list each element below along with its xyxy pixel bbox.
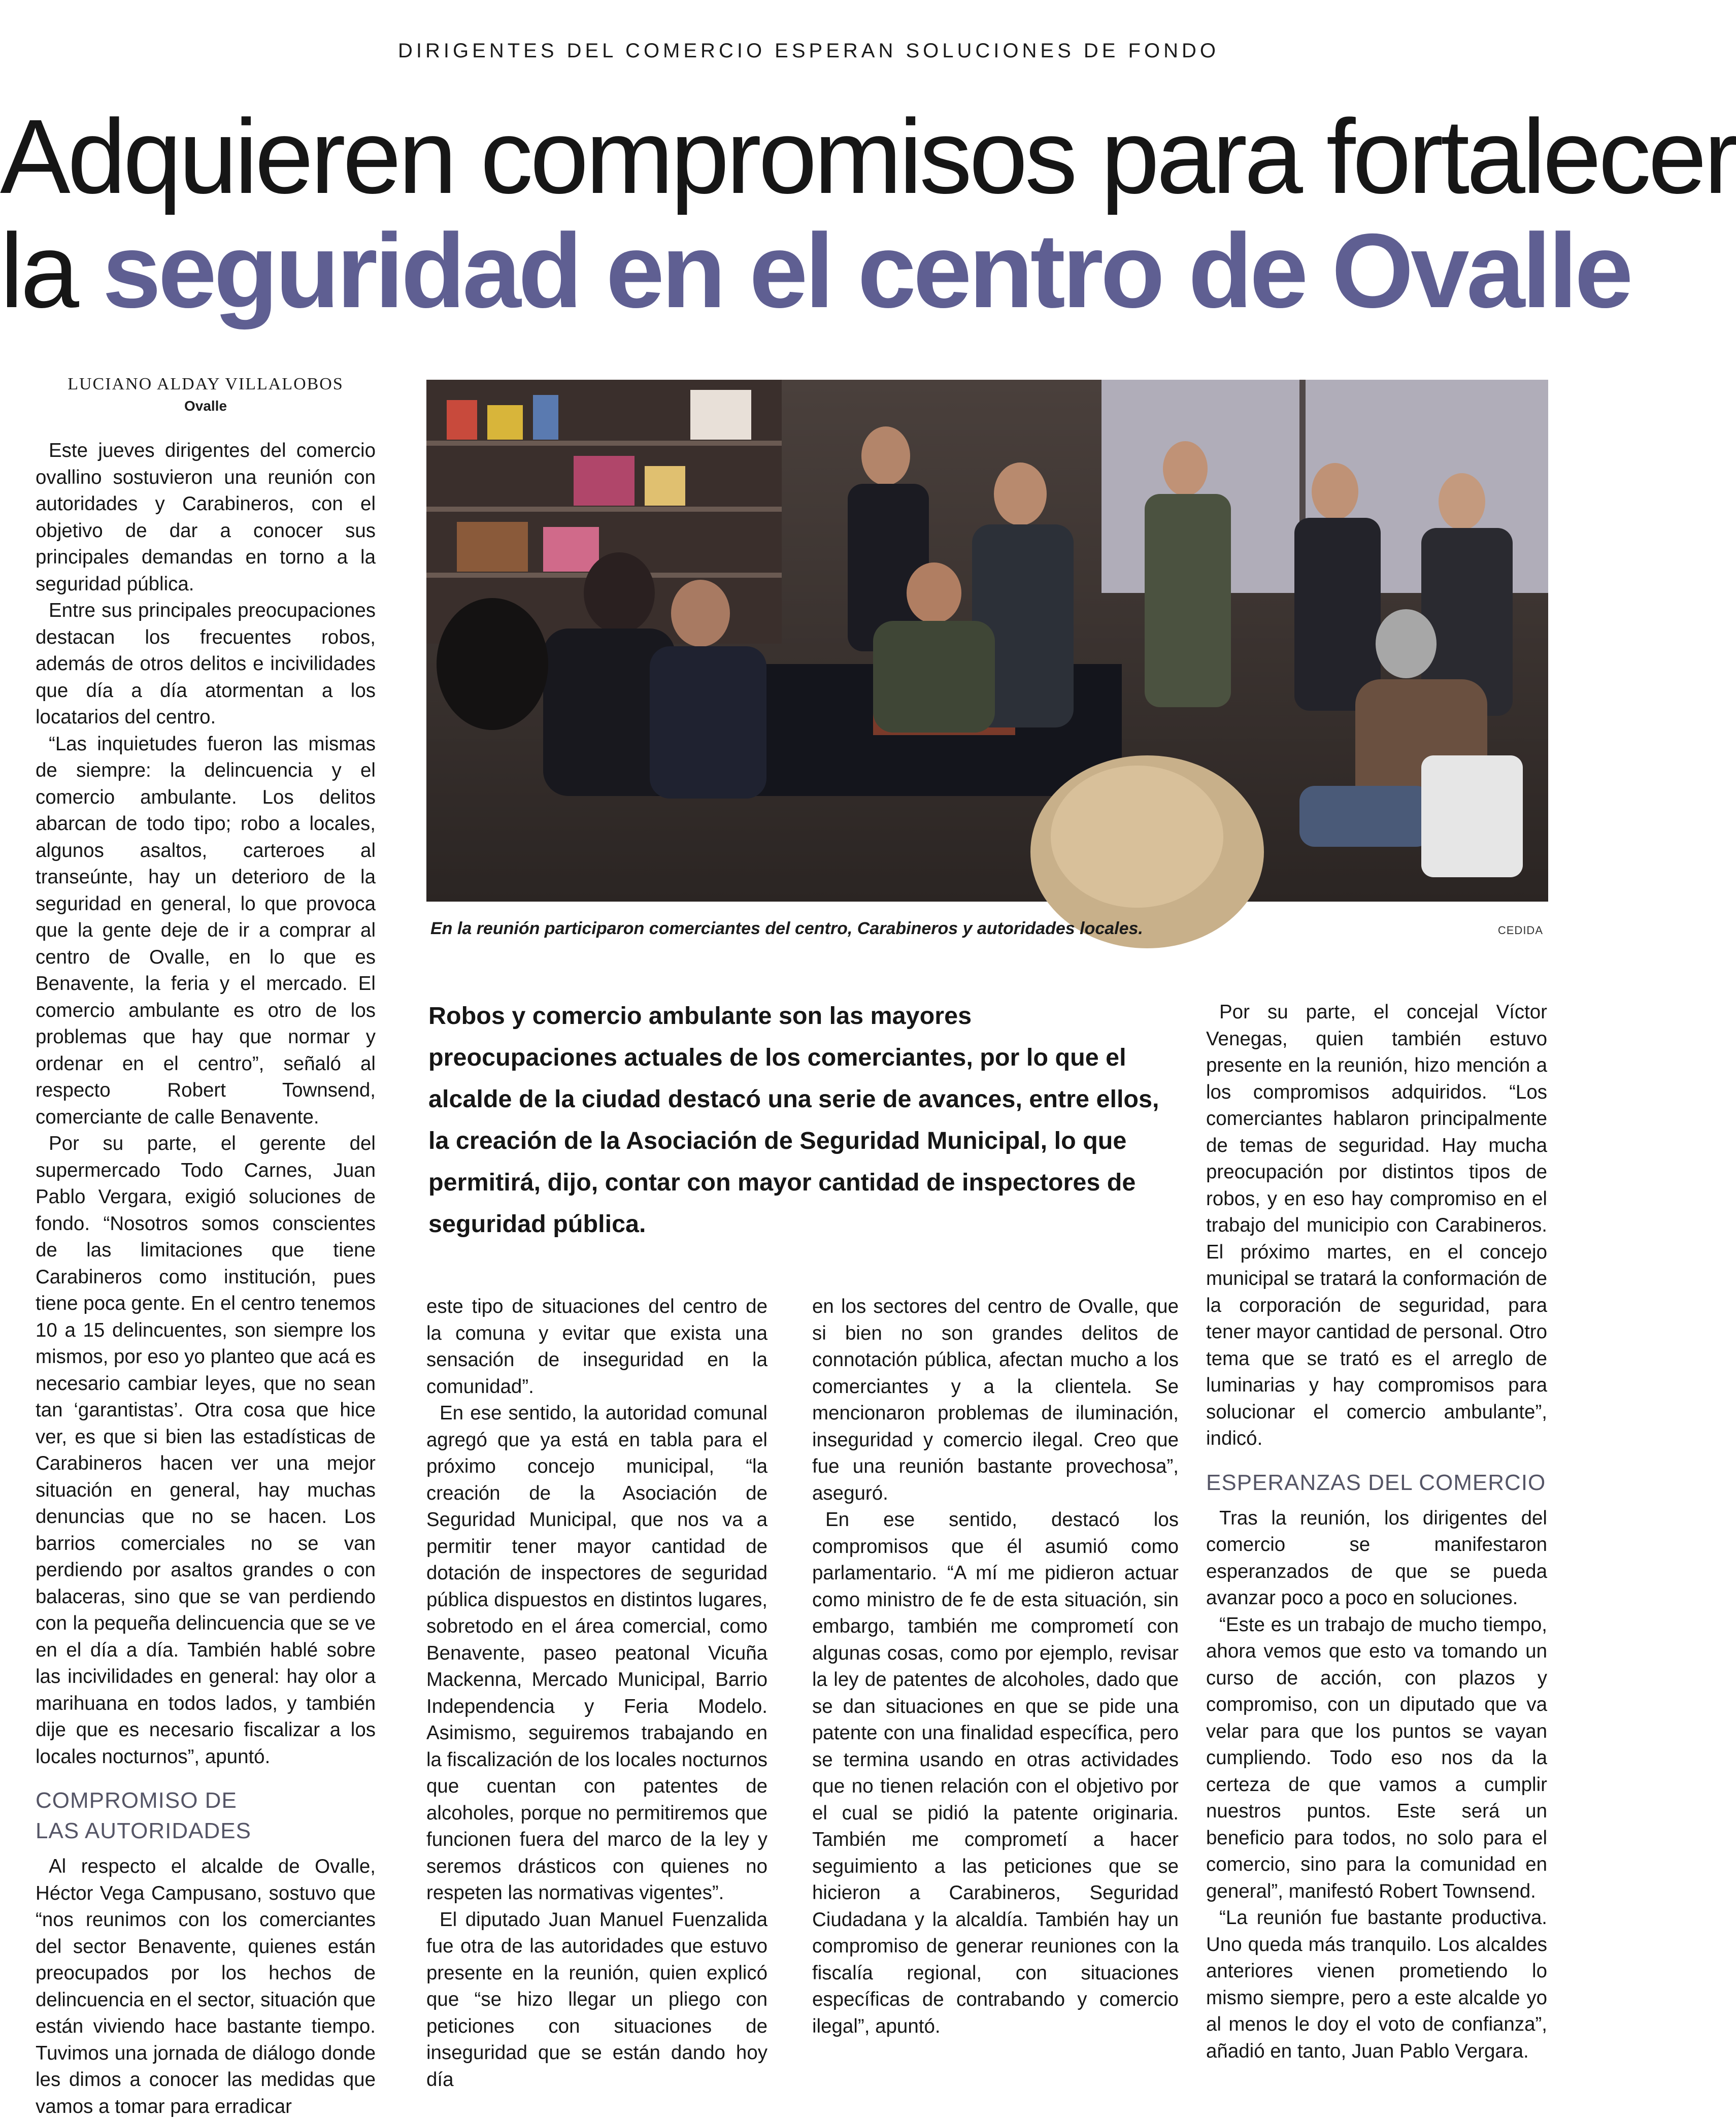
paragraph: “Este es un trabajo de mucho tiempo, ahora vemos que esto va tomando un curso de acción, con plazos y compromiso, con un diputado que va velar para que los puntos se vayan cumpliendo. Todo eso nos da la certeza de que vamos a cumplir nuestros puntos. Este será un beneficio para todos, no solo para el comercio, sino para la comunidad en general”, manifestó Robert Townsend. <box>1206 1613 1547 1902</box>
paragraph: Entre sus principales preocupaciones destacan los frecuentes robos, además de otros delitos e incivilidades que día a día atormentan a los locatarios del centro. <box>36 600 376 728</box>
paragraph: en los sectores del centro de Ovalle, que si bien no son grandes delitos de connotación pública, afectan mucho a los comerciantes y a la clientela. Se mencionaron problemas de iluminación, inseguridad y comercio ilegal. Creo que fue una reunión bastante provechosa”, aseguró. <box>812 1296 1179 1504</box>
article-column-3 <box>812 1294 1179 2042</box>
deck-summary: Robos y comercio ambulante son las mayores preocupaciones actuales de los comerciantes, por lo que el alcalde de la ciudad destacó una serie de avances, entre ellos, la creación de la Asociación de Seguridad Municipal, lo que permitirá, dijo, contar con mayor cantidad de inspectores de seguridad pública. <box>428 1002 1159 1238</box>
article-column-4 <box>1206 999 1547 2062</box>
kicker: DIRIGENTES DEL COMERCIO ESPERAN SOLUCIONES DE FONDO <box>398 40 1219 62</box>
article-column-1 <box>36 438 376 2117</box>
meeting-photo-illustration <box>426 380 1548 902</box>
paragraph: Tras la reunión, los dirigentes del comercio se manifestaron esperanzados de que se pueda avanzar poco a poco en soluciones. <box>1206 1507 1547 1609</box>
paragraph: Al respecto el alcalde de Ovalle, Héctor Vega Campusano, sostuvo que “nos reunimos con los comerciantes del sector Benavente, quienes están preocupados por los hechos de delincuencia en el sector, situación que están viviendo hace bastante tiempo. Tuvimos una jornada de diálogo donde les dimos a conocer las medidas que vamos a tomar para erradicar <box>36 1856 376 2117</box>
headline-line-2 <box>0 212 1630 330</box>
paragraph: “Las inquietudes fueron las mismas de siempre: la delincuencia y el comercio ambulante. Los delitos abarcan de todo tipo; robo a locales, algunos asaltos, carteroes al transeúnte, hay un deterioro de la seguridad en general, lo que provoca que la gente deje de ir a comprar al centro de Ovalle, en lo que es Benavente, la feria y el mercado. El comercio ambulante es otro de los problemas que hay que normar y ordenar en el centro”, señaló al respecto Robert Townsend, comerciante de calle Benavente. <box>36 733 376 1128</box>
subhead-compromiso <box>36 1785 376 1846</box>
meeting-photo <box>426 380 1548 902</box>
paragraph: “La reunión fue bastante productiva. Uno queda más tranquilo. Los alcaldes anteriores vienen prometiendo lo mismo siempre, pero a este alcalde yo al menos le doy el voto de confianza”, añadió en tanto, Juan Pablo Vergara. <box>1206 1907 1547 2062</box>
article-column-2 <box>426 1294 767 2091</box>
headline-plain: la <box>0 212 76 330</box>
paragraph: Por su parte, el gerente del supermercado Todo Carnes, Juan Pablo Vergara, exigió soluciones de fondo. “Nosotros somos conscientes de las limitaciones que tiene Carabineros como institución, pues tiene poca gente. En el centro tenemos 10 a 15 delincuentes, son siempre los mismos, por eso yo planteo que acá es necesario cambiar leyes, que no sean tan ‘garantistas’. Otra cosa que hice ver, es que si bien las estadísticas de Carabineros hacen ver una mejor situación en general, hay muchas denuncias que no se hacen. Los barrios comerciales no se van perdiendo por asaltos grandes o con balaceras, sino que se van perdiendo con la pequeña delincuencia que se ve en el día a día. También hablé sobre las incivilidades en general: hay olor a marihuana en todos lados, y también dije que es necesario fiscalizar a los locales nocturnos”, apuntó. <box>36 1133 376 1768</box>
headline-accent: seguridad en el centro de Ovalle <box>102 212 1630 330</box>
photo-credit: CEDIDA <box>1497 924 1543 937</box>
headline-line-1: Adquieren compromisos para fortalecer <box>0 98 1736 216</box>
subhead-line-1: COMPROMISO DE <box>36 1788 237 1813</box>
paragraph: En ese sentido, la autoridad comunal agregó que ya está en tabla para el próximo concejo municipal, “la creación de la Asociación de Seguridad Municipal, que nos va a permitir tener mayor cantidad de dotación de inspectores de seguridad pública dispuestos en distintos lugares, sobretodo en el área comercial, como Benavente, paseo peatonal Vicuña Mackenna, Mercado Municipal, Barrio Independencia y Feria Modelo. Asimismo, seguiremos trabajando en la fiscalización de los locales nocturnos que cuentan con patentes de alcoholes, porque no permitiremos que funcionen fuera del marco de la ley y seremos drásticos con quienes no respeten las normativas vigentes”. <box>426 1402 767 1904</box>
byline <box>36 375 376 414</box>
paragraph: este tipo de situaciones del centro de la comuna y evitar que exista una sensación de inseguridad en la comunidad”. <box>426 1296 767 1398</box>
paragraph: Este jueves dirigentes del comercio ovallino sostuvieron una reunión con autoridades y Carabineros, con el objetivo de dar a conocer sus principales demandas en torno a la seguridad pública. <box>36 440 376 595</box>
byline-place: Ovalle <box>184 398 227 414</box>
subhead-line-2: LAS AUTORIDADES <box>36 1818 251 1843</box>
paragraph: En ese sentido, destacó los compromisos que él asumió como parlamentario. “A mí me pidieron actuar como ministro de fe de esta situación, sin embargo, también me comprometí con algunas cosas, como por ejemplo, revisar la ley de patentes de alcoholes, dado que se dan situaciones en que se pide una patente con una finalidad específica, pero se termina usando en otras actividades que no tienen relación con el objetivo por el cual se pidió la patente originaria. También me comprometí a hacer seguimiento a las peticiones que se hicieron a Carabineros, Seguridad Ciudadana y la alcaldía. También hay un compromiso de generar reuniones con la fiscalía regional, con situaciones específicas de contrabando y comercio ilegal”, apuntó. <box>812 1509 1179 2037</box>
paragraph: El diputado Juan Manuel Fuenzalida fue otra de las autoridades que estuvo presente en la reunión, quien explicó que “se hizo llegar un pliego con peticiones con situaciones de inseguridad que se están dando hoy día <box>426 1908 767 2091</box>
subhead-esperanzas: ESPERANZAS DEL COMERCIO <box>1206 1470 1546 1495</box>
paragraph: Por su parte, el concejal Víctor Venegas, quien también estuvo presente en la reunión, hizo mención a los compromisos adquiridos. “Los comerciantes hablaron principalmente de temas de seguridad. Hay mucha preocupación por distintos tipos de robos, y en eso hay compromiso en el trabajo del municipio con Carabineros. El próximo martes, en el concejo municipal se tratará la conformación de la corporación de seguridad, para tener mayor cantidad de personal. Otro tema que se trató es el arreglo de luminarias y hay compromisos para solucionar el comercio ambulante”, indicó. <box>1206 1001 1547 1449</box>
photo-caption: En la reunión participaron comerciantes del centro, Carabineros y autoridades locales. <box>430 919 1143 938</box>
byline-author: LUCIANO ALDAY VILLALOBOS <box>68 375 344 393</box>
